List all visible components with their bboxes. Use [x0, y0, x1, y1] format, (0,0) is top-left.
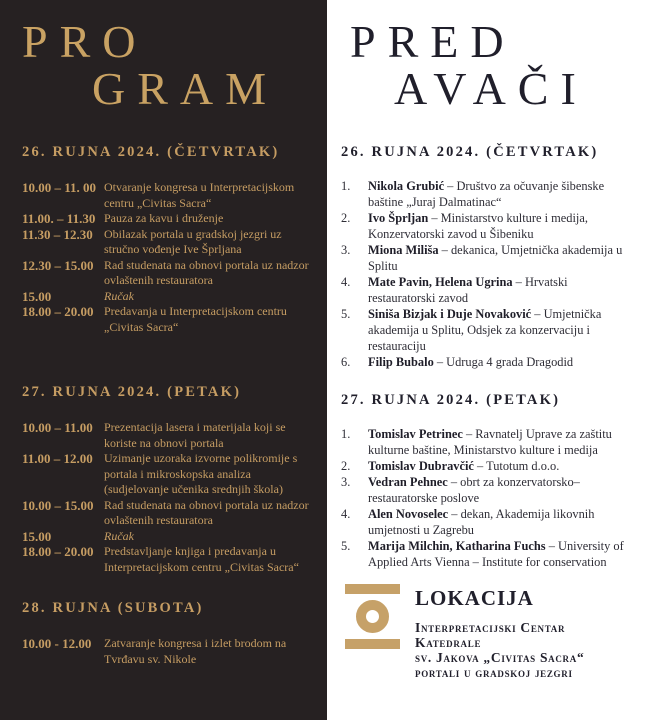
- speaker-affiliation: dekanica, Umjetnička akademija u Splitu: [368, 243, 623, 273]
- schedule-activity: Prezentacija lasera i materijala koji se koriste na obnovi portala: [104, 420, 286, 450]
- schedule-row: [22, 304, 313, 335]
- speaker-name: Ivo Šprljan: [368, 211, 429, 225]
- speaker-item: [341, 178, 634, 210]
- schedule-activity: Obilazak portala u gradskoj jezgri uz stručno vođenje Ive Šprljana: [104, 226, 282, 256]
- speakers-title: [350, 18, 634, 112]
- speaker-affiliation: Tutotum d.o.o.: [486, 459, 560, 473]
- separator: –: [473, 459, 487, 473]
- program-day-3: [22, 599, 313, 667]
- schedule-row: [22, 636, 313, 667]
- speaker-entry: [368, 306, 634, 354]
- separator: –: [444, 179, 457, 193]
- speaker-entry: [368, 178, 634, 210]
- schedule-time: 15.00: [22, 288, 52, 304]
- schedule-row: [22, 289, 313, 305]
- schedule-time: 12.30 – 15.00: [22, 257, 94, 273]
- separator: –: [433, 355, 447, 369]
- schedule-row: [22, 544, 313, 575]
- schedule-row: [22, 420, 313, 451]
- separator: –: [428, 211, 441, 225]
- schedule-time: 10.00 – 15.00: [22, 497, 94, 513]
- speaker-entry: [368, 242, 634, 274]
- speakers-day-1: [341, 143, 634, 370]
- speaker-number: 2.: [341, 211, 351, 225]
- speaker-number: 4.: [341, 507, 351, 521]
- speaker-number: 3.: [341, 475, 351, 489]
- speaker-entry: [368, 474, 634, 506]
- speaker-entry: [368, 354, 634, 370]
- speakers-title-line2: AVAČI: [394, 63, 588, 114]
- schedule-time: 18.00 – 20.00: [22, 304, 94, 319]
- logo-ring: [356, 600, 389, 633]
- speaker-entry: [368, 538, 634, 570]
- speaker-affiliation: Hrvatski restauratorski zavod: [368, 275, 568, 305]
- speakers-day-2-date: 27. RUJNA 2024. (PETAK): [341, 392, 561, 408]
- schedule-time: 18.00 – 20.00: [22, 544, 94, 559]
- speaker-item: [341, 426, 634, 458]
- location-line: portali u gradskoj jezgri: [415, 665, 573, 680]
- speaker-name: Tomislav Petrinec: [368, 427, 463, 441]
- speakers-day-2: [341, 391, 634, 570]
- program-day-3-schedule: [22, 636, 313, 667]
- schedule-row: [22, 498, 313, 529]
- schedule-row: [22, 227, 313, 258]
- program-title: [22, 18, 313, 112]
- separator: –: [447, 475, 461, 489]
- program-day-1-schedule: [22, 180, 313, 335]
- schedule-row: [22, 258, 313, 289]
- speakers-day-2-list: [341, 426, 634, 570]
- separator: –: [448, 507, 461, 521]
- location-heading: LOKACIJA: [415, 586, 534, 610]
- speakers-day-1-date: 26. RUJNA 2024. (ČETVRTAK): [341, 144, 599, 160]
- speaker-number: 2.: [341, 459, 351, 473]
- speaker-item: [341, 538, 634, 570]
- speaker-affiliation: Ravnatelj Uprave za zaštitu kulturne baštine, Ministarstvo kulture i medija: [368, 427, 612, 457]
- speaker-name: Vedran Pehnec: [368, 475, 448, 489]
- schedule-activity: Ručak: [104, 288, 134, 303]
- speaker-number: 1.: [341, 427, 351, 441]
- schedule-time: 11.00. – 11.30: [22, 211, 96, 226]
- speaker-entry: [368, 426, 634, 458]
- schedule-time: 10.00 – 11.00: [22, 420, 93, 435]
- speaker-affiliation: dekan, Akademija likovnih umjetnosti u Zagrebu: [368, 507, 595, 537]
- location-line: Interpretacijski Centar Katedrale: [415, 620, 566, 650]
- location-details: [415, 584, 634, 680]
- schedule-activity: Uzimanje uzoraka izvorne polikromije s portala i mikroskopska analiza (sudjelovanje učenika srednjih škola): [104, 451, 298, 496]
- civitas-sacra-logo-icon: [345, 584, 400, 680]
- speaker-number: 5.: [341, 307, 351, 321]
- program-title-line2: GRAM: [92, 63, 279, 114]
- speaker-item: [341, 242, 634, 274]
- schedule-activity: Rad studenata na obnovi portala uz nadzor ovlaštenih restauratora: [104, 257, 309, 287]
- schedule-row: [22, 180, 313, 211]
- speaker-number: 5.: [341, 539, 351, 553]
- program-day-2: [22, 383, 313, 575]
- logo-bar-bottom: [345, 639, 400, 649]
- program-day-3-date: 28. RUJNA (SUBOTA): [22, 600, 204, 616]
- speaker-name: Siniša Bizjak i Duje Novaković: [368, 307, 532, 321]
- schedule-time: 11.30 – 12.30: [22, 226, 93, 242]
- schedule-activity: Predavanja u Interpretacijskom centru „Civitas Sacra“: [104, 304, 287, 334]
- speaker-name: Alen Novoselec: [368, 507, 449, 521]
- speaker-affiliation: obrt za konzervatorsko–restauratorske poslove: [368, 475, 580, 505]
- schedule-time: 15.00: [22, 528, 52, 544]
- speaker-entry: [368, 506, 634, 538]
- separator: –: [531, 307, 544, 321]
- separator: –: [462, 427, 476, 441]
- schedule-row: [22, 451, 313, 498]
- program-title-line1: PRO: [22, 16, 148, 67]
- separator: –: [545, 539, 558, 553]
- program-day-1: [22, 143, 313, 335]
- speaker-name: Miona Miliša: [368, 243, 439, 257]
- separator: –: [512, 275, 525, 289]
- speaker-name: Mate Pavin, Helena Ugrina: [368, 275, 513, 289]
- speaker-item: [341, 354, 634, 370]
- schedule-activity: Predstavljanje knjiga i predavanja u Interpretacijskom centru „Civitas Sacra“: [104, 544, 299, 574]
- speaker-item: [341, 474, 634, 506]
- speaker-affiliation: Udruga 4 grada Dragodid: [446, 355, 574, 369]
- speaker-name: Marija Milchin, Katharina Fuchs: [368, 539, 546, 553]
- speaker-item: [341, 274, 634, 306]
- location-address: [415, 620, 634, 680]
- separator: –: [438, 243, 451, 257]
- program-day-1-date: 26. RUJNA 2024. (ČETVRTAK): [22, 144, 280, 160]
- speakers-panel: [327, 0, 654, 720]
- schedule-activity: Zatvaranje kongresa i izlet brodom na Tvrđavu sv. Nikole: [104, 636, 287, 666]
- speaker-name: Tomislav Dubravčić: [368, 459, 474, 473]
- logo-bar-top: [345, 584, 400, 594]
- speaker-affiliation: Društvo za očuvanje šibenske baštine „Juraj Dalmatinac“: [368, 179, 605, 209]
- speaker-name: Filip Bubalo: [368, 355, 434, 369]
- speaker-affiliation: Umjetnička akademija u Splitu, Odsjek za konzervaciju i restauraciju: [368, 307, 602, 353]
- schedule-activity: Rad studenata na obnovi portala uz nadzor ovlaštenih restauratora: [104, 497, 309, 527]
- schedule-activity: Otvaranje kongresa u Interpretacijskom centru „Civitas Sacra“: [104, 180, 295, 210]
- location-section: [345, 584, 634, 680]
- schedule-activity: Ručak: [104, 528, 134, 543]
- schedule-row: [22, 211, 313, 227]
- schedule-row: [22, 529, 313, 545]
- schedule-activity: Pauza za kavu i druženje: [104, 211, 224, 225]
- speaker-item: [341, 306, 634, 354]
- speaker-entry: [368, 274, 634, 306]
- speaker-number: 3.: [341, 243, 351, 257]
- schedule-time: 10.00 – 11. 00: [22, 180, 97, 195]
- program-day-2-schedule: [22, 420, 313, 575]
- speaker-item: [341, 210, 634, 242]
- speaker-item: [341, 458, 634, 474]
- location-line: sv. Jakova „Civitas Sacra“: [415, 650, 585, 665]
- program-day-2-date: 27. RUJNA 2024. (PETAK): [22, 384, 242, 400]
- speaker-affiliation: Ministarstvo kulture i medija, Konzervatorski zavod u Šibeniku: [368, 211, 588, 241]
- speakers-day-1-list: [341, 178, 634, 370]
- schedule-time: 10.00 - 12.00: [22, 636, 92, 651]
- speaker-number: 1.: [341, 179, 351, 193]
- schedule-time: 11.00 – 12.00: [22, 451, 93, 466]
- speaker-item: [341, 506, 634, 538]
- speaker-number: 6.: [341, 355, 351, 369]
- speakers-title-line1: PRED: [350, 16, 516, 67]
- speaker-number: 4.: [341, 275, 351, 289]
- speaker-name: Nikola Grubić: [368, 179, 445, 193]
- speaker-affiliation: University of Applied Arts Vienna – Institute for conservation: [368, 539, 624, 569]
- speaker-entry: [368, 458, 634, 474]
- speaker-entry: [368, 210, 634, 242]
